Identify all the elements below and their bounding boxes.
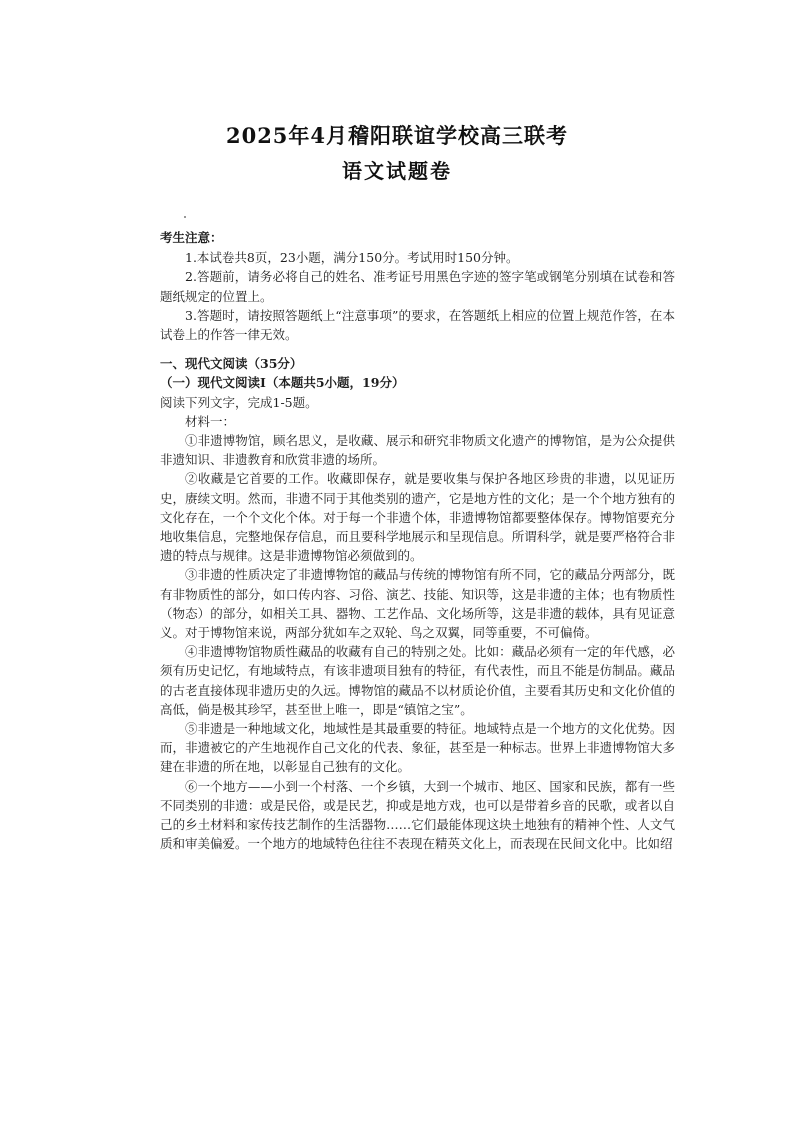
exam-subtitle: 语文试题卷	[342, 159, 452, 183]
article-paragraph: ②收藏是它首要的工作。收藏即保存，就是要收集与保护各地区珍贵的非遗，以见证历史，赓续文明。然而，非遗不同于其他类别的遗产，它是地方性的文化；是一个个地方独有的文化存在，一个个文化个体。对于每一个非遗个体，非遗博物馆都要整体保存。博物馆要充分地收集信息，完整地保存信息，而且要科学地展示和呈现信息。所谓科学，就是要严格符合非遗的特点与规律。这是非遗博物馆必须做到的。	[160, 471, 675, 564]
notice-item: 1.本试卷共8页，23小题，满分150分。考试用时150分钟。	[185, 250, 519, 266]
material-label: 材料一：	[185, 413, 236, 429]
section-heading: 一、现代文阅读（35分）	[160, 356, 303, 372]
scan-speck	[184, 216, 186, 218]
article-paragraph: ④非遗博物馆物质性藏品的收藏有自己的特别之处。比如：藏品必须有一定的年代感，必须有历史记忆，有地域特点，有该非遗项目独有的特征，有代表性，而且不能是仿制品。藏品的古老直接体现非遗历史的久远。博物馆的藏品不以材质论价值，主要看其历史和文化价值的高低，倘是极其珍罕，甚至世上唯一，即是“镇馆之宝”。	[160, 644, 675, 717]
subsection-heading: （一）现代文阅读Ⅰ（本题共5小题，19分）	[160, 375, 405, 391]
exam-title: 2025年4月稽阳联谊学校高三联考	[225, 123, 569, 148]
exam-body	[160, 228, 675, 854]
notice-item: 2.答题前，请务必将自己的姓名、准考证号用黑色字迹的签字笔或钢笔分别填在试卷和答题纸规定的位置上。	[160, 269, 675, 304]
article-paragraph: ①非遗博物馆，顾名思义，是收藏、展示和研究非物质文化遗产的博物馆，是为公众提供非遗知识、非遗教育和欣赏非遗的场所。	[160, 433, 675, 468]
notice-heading: 考生注意：	[160, 230, 223, 245]
reading-instruction: 阅读下列文字，完成1-5题。	[160, 394, 318, 410]
notice-item: 3.答题时，请按照答题纸上“注意事项”的要求，在答题纸上相应的位置上规范作答，在本试卷上的作答一律无效。	[160, 307, 675, 343]
article-paragraph: ③非遗的性质决定了非遗博物馆的藏品与传统的博物馆有所不同，它的藏品分两部分，既有非物质性的部分，如口传内容、习俗、演艺、技能、知识等，这是非遗的主体；也有物质性（物态）的部分，如相关工具、器物、工艺作品、文化场所等，这是非遗的载体，具有见证意义。对于博物馆来说，两部分犹如车之双轮、鸟之双翼，同等重要，不可偏倚。	[160, 567, 675, 641]
article-paragraph: ⑤非遗是一种地域文化，地域性是其最重要的特征。地域特点是一个地方的文化优势。因而，非遗被它的产生地视作自己文化的代表、象征，甚至是一种标志。世界上非遗博物馆大多建在非遗的所在地，以彰显自己独有的文化。	[160, 721, 675, 775]
article-paragraph: ⑥一个地方——小到一个村落、一个乡镇，大到一个城市、地区、国家和民族，都有一些不同类别的非遗：或是民俗，或是民艺，抑或是地方戏，也可以是带着乡音的民歌，或者以自己的乡土材料和家传技艺制作的生活器物……它们最能体现这块土地独有的精神个性、人文气质和审美偏爱。一个地方的地域特色往往不表现在精英文化上，而表现在民间文化中。比如绍	[160, 778, 675, 852]
